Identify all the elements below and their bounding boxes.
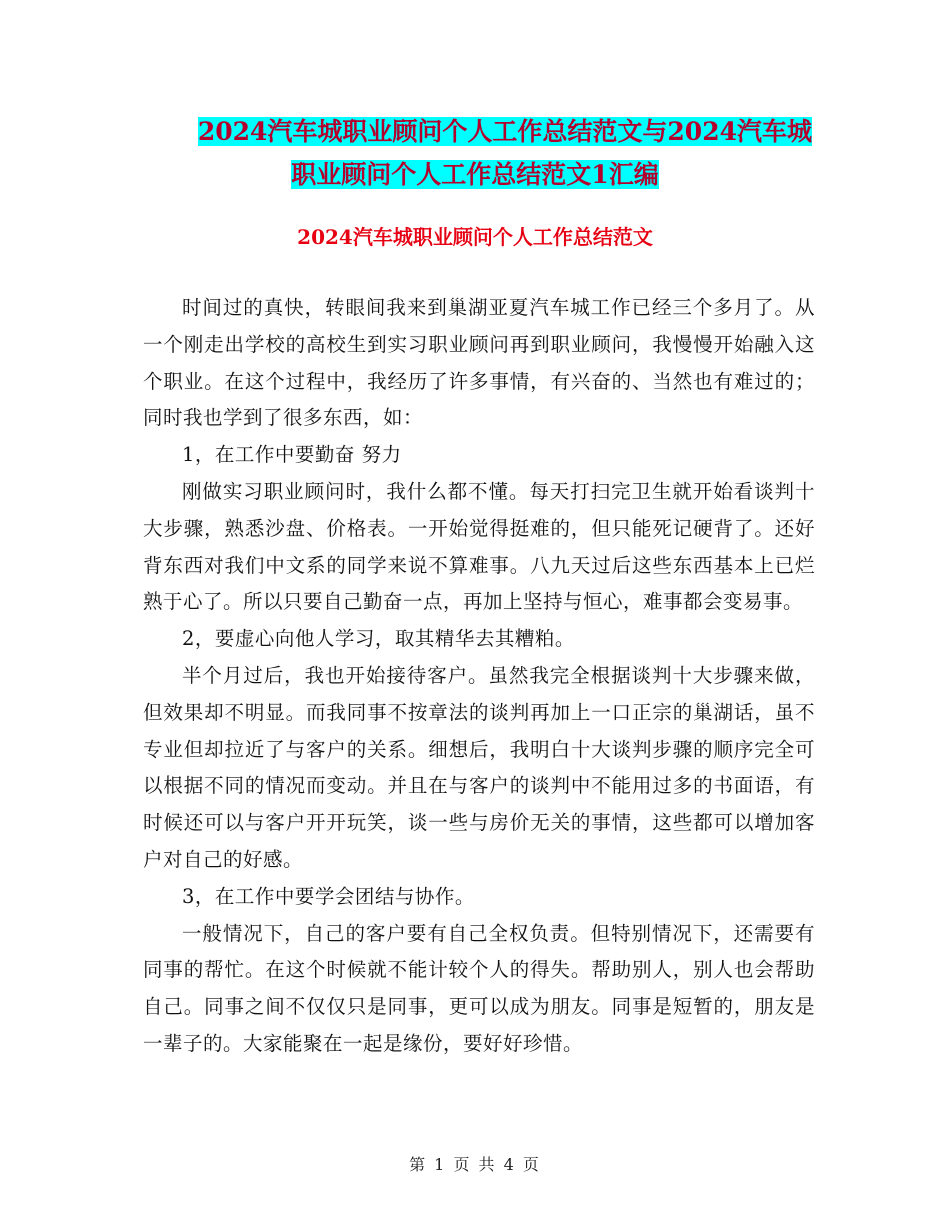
paragraph: 2，要虚心向他人学习，取其精华去其糟粕。 bbox=[182, 627, 575, 651]
document-body bbox=[143, 290, 815, 1063]
section-subtitle: 2024汽车城职业顾问个人工作总结范文 bbox=[297, 225, 653, 249]
title-highlight: 2024汽车城职业顾问个人工作总结范文与2024汽车城 bbox=[197, 117, 812, 146]
paragraph: 时间过的真快，转眼间我来到巢湖亚夏汽车城工作已经三个多月了。从一个刚走出学校的高校生到实习职业顾问再到职业顾问，我慢慢开始融入这个职业。在这个过程中，我经历了许多事情，有兴奋的、当然也有难过的；同时我也学到了很多东西，如： bbox=[143, 296, 815, 430]
paragraph: 一般情况下，自己的客户要有自己全权负责。但特别情况下，还需要有同事的帮忙。在这个时候就不能计较个人的得失。帮助别人，别人也会帮助自己。同事之间不仅仅只是同事，更可以成为朋友。同事是短暂的，朋友是一辈子的。大家能聚在一起是缘份，要好好珍惜。 bbox=[143, 921, 815, 1055]
paragraph: 3，在工作中要学会团结与协作。 bbox=[182, 884, 475, 908]
page-footer: 第 1 页 共 4 页 bbox=[409, 1155, 541, 1174]
title-highlight: 职业顾问个人工作总结范文1汇编 bbox=[291, 160, 659, 189]
paragraph: 刚做实习职业顾问时，我什么都不懂。每天打扫完卫生就开始看谈判十大步骤，熟悉沙盘、价格表。一开始觉得挺难的，但只能死记硬背了。还好背东西对我们中文系的同学来说不算难事。八九天过后这些东西基本上已烂熟于心了。所以只要自己勤奋一点，再加上坚持与恒心，难事都会变易事。 bbox=[143, 479, 815, 614]
paragraph: 1，在工作中要勤奋 努力 bbox=[182, 443, 402, 467]
document-title-line-1 bbox=[140, 110, 812, 154]
paragraph: 半个月过后，我也开始接待客户。虽然我完全根据谈判十大步骤来做，但效果却不明显。而我同事不按章法的谈判再加上一口正宗的巢湖话，虽不专业但却拉近了与客户的关系。细想后，我明白十大谈判步骤的顺序完全可以根据不同的情况而变动。并且在与客户的谈判中不能用过多的书面语，有时候还可以与客户开开玩笑，谈一些与房价无关的事情，这些都可以增加客户对自己的好感。 bbox=[143, 663, 815, 871]
document-title-line-2 bbox=[0, 153, 950, 197]
